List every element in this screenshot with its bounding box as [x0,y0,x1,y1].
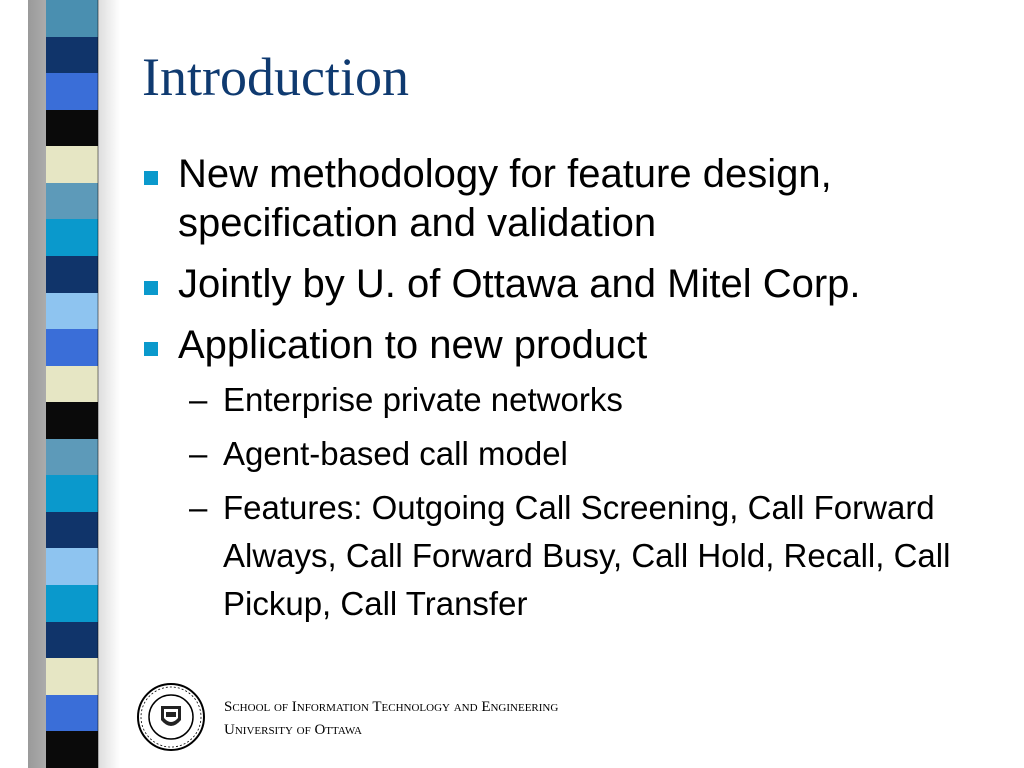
stripe-segment [46,439,98,476]
footer-text [224,696,704,742]
bullet-item [142,260,982,309]
stripe-segment [46,366,98,403]
sub-bullet-item [178,484,982,628]
bullet-list [142,150,982,640]
stripe-segment [46,73,98,110]
bullet-item [142,150,982,248]
stripe-segment [46,402,98,439]
stripe-segment [46,475,98,512]
decorative-stripe-bar [0,0,118,768]
footer-university: University of Ottawa [224,722,363,738]
dash-bullet-icon: – [189,381,208,418]
stripe-segment [46,622,98,659]
sub-bullet-text: Features: Outgoing Call Screening, Call Forward Always, Call Forward Busy, Call Hold, Recall, Call Pickup, Call Transfer [223,489,951,622]
square-bullet-icon [144,171,158,185]
square-bullet-icon [144,342,158,356]
bullet-text: Application to new product [178,323,648,367]
university-seal-icon [136,682,206,752]
stripe-segment [46,0,98,37]
stripe-segment [46,293,98,330]
stripe-segment [46,146,98,183]
dash-bullet-icon: – [189,435,208,472]
stripe-segment [46,110,98,147]
stripe-segment [46,585,98,622]
square-bullet-icon [144,281,158,295]
stripe-segment [46,548,98,585]
stripe-segment [46,658,98,695]
stripe-edge [97,0,99,768]
slide-title: Introduction [142,47,409,107]
sub-bullet-list [178,376,982,628]
bullet-item [142,321,982,628]
stripe-segment [46,695,98,732]
sub-bullet-item [178,430,982,478]
dash-bullet-icon: – [189,489,208,526]
stripe-segment [46,256,98,293]
stripe-segment [46,512,98,549]
sub-bullet-item [178,376,982,424]
stripe-segment [46,219,98,256]
stripe-segment [46,37,98,74]
sub-bullet-text: Agent-based call model [223,435,568,472]
stripe-segment [46,731,98,768]
stripe-segment [46,183,98,220]
sub-bullet-text: Enterprise private networks [223,381,623,418]
stripe-column [46,0,98,768]
bullet-text: Jointly by U. of Ottawa and Mitel Corp. [178,262,861,306]
stripe-segment [46,329,98,366]
bullet-text: New methodology for feature design, specification and validation [178,152,832,245]
footer-school: School of Information Technology and Engineering [224,699,559,715]
